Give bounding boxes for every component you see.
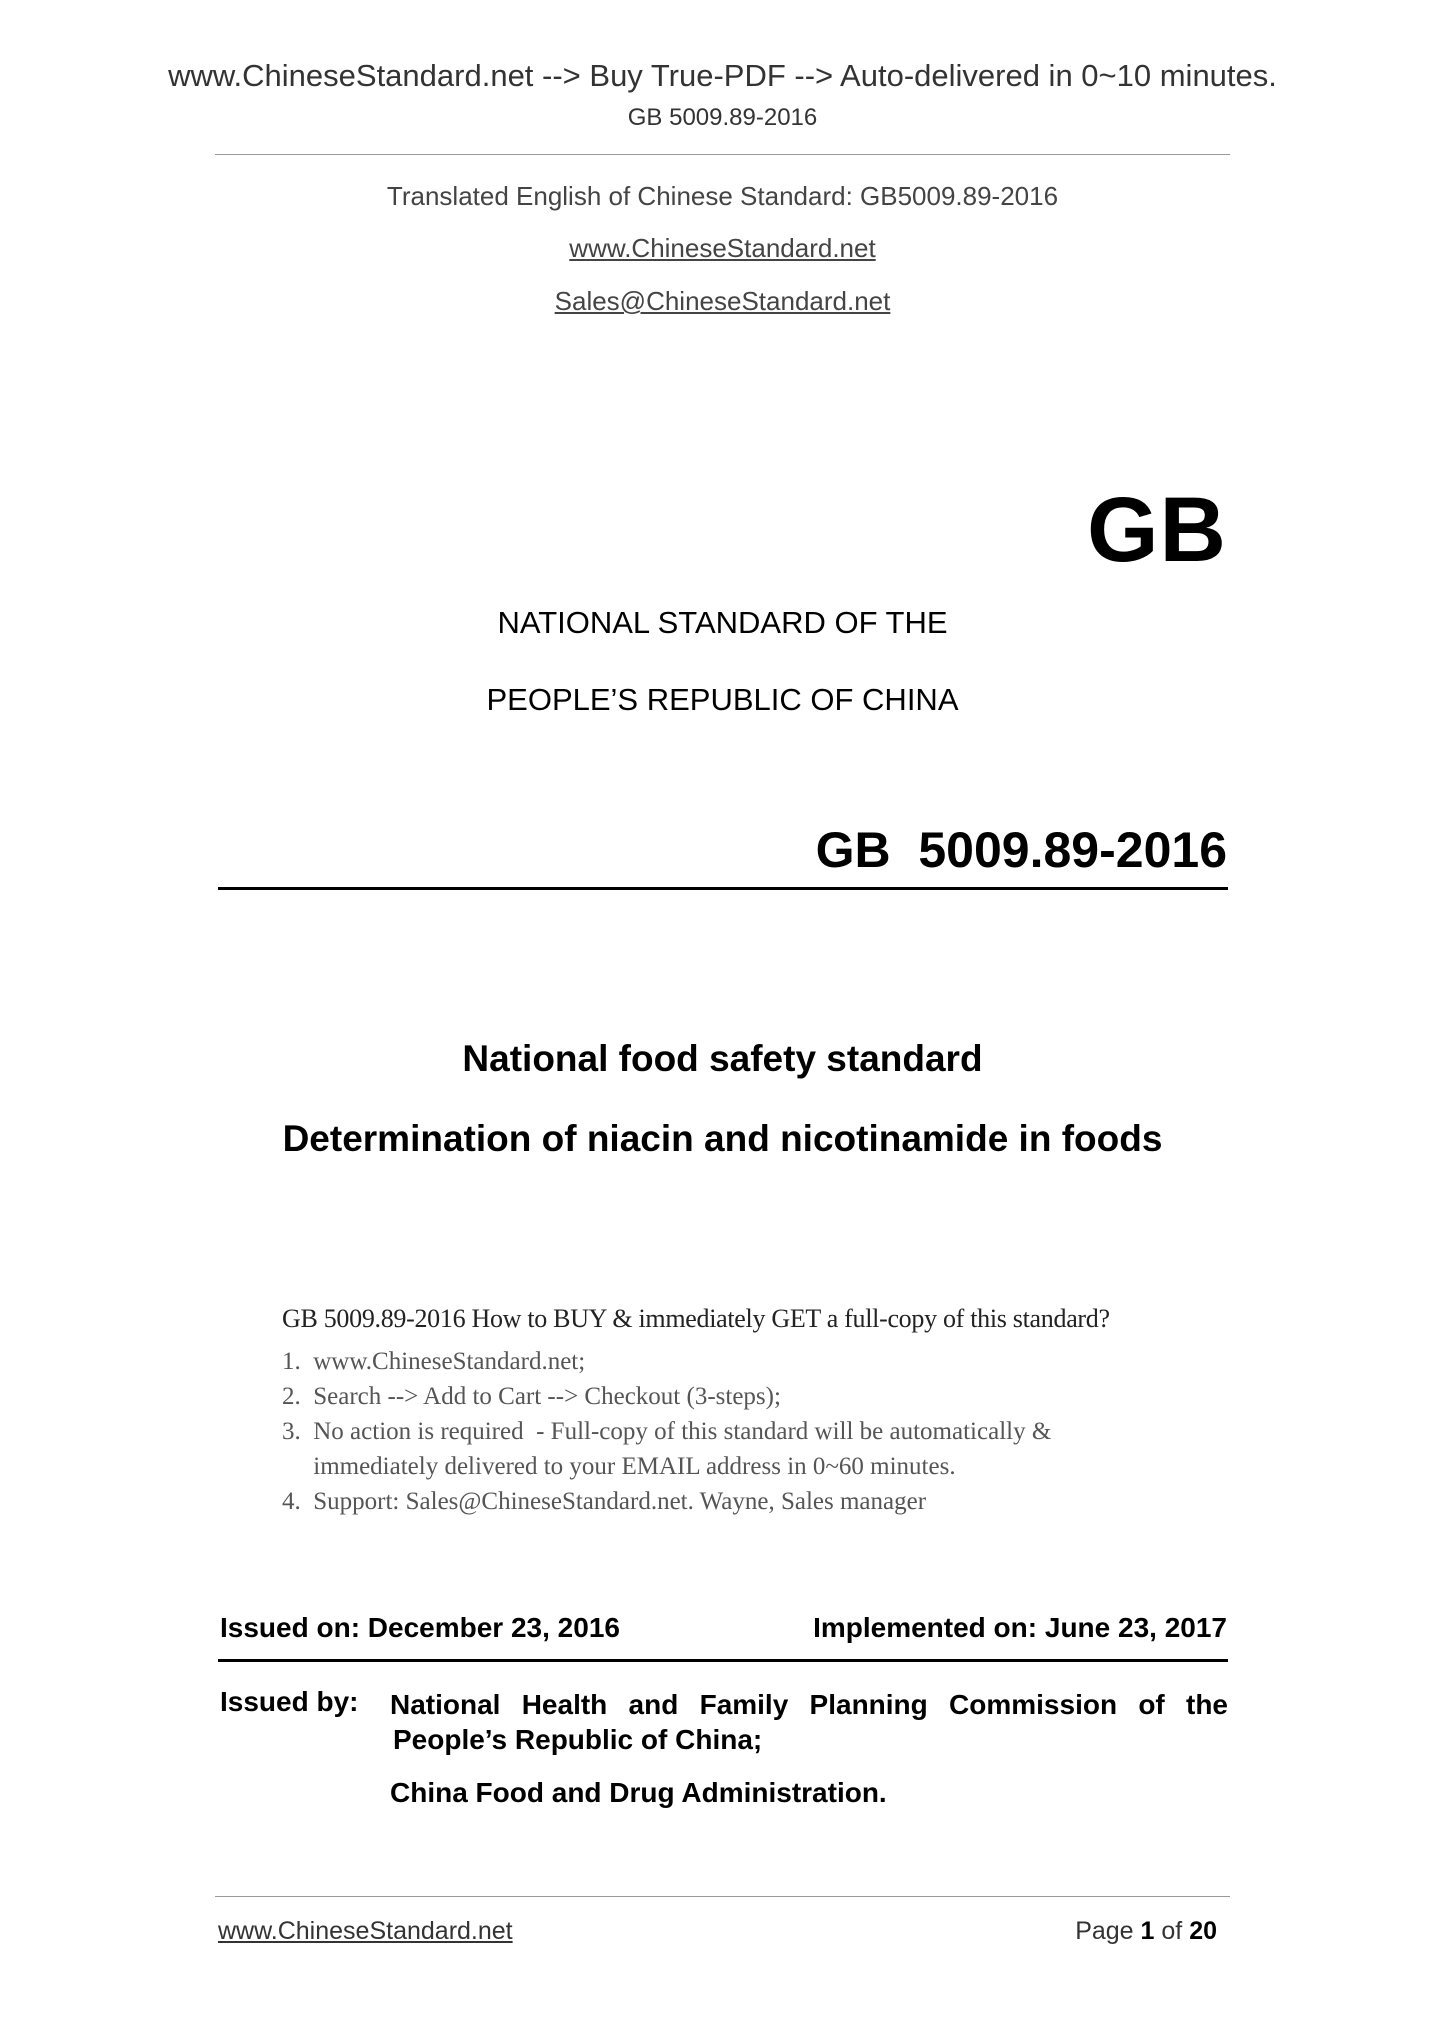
header-doc-code: GB 5009.89-2016 [627, 104, 818, 131]
site-link-container [0, 233, 1445, 264]
title-line2: Determination of niacin and nicotinamide in foods [282, 1118, 1163, 1159]
page-indicator [1075, 1917, 1217, 1946]
buy-step: 2. Search --> Add to Cart --> Checkout (3-steps); [282, 1383, 781, 1410]
national-standard-line1: NATIONAL STANDARD OF THE [497, 605, 948, 640]
buy-step: 3. No action is required - Full-copy of this standard will be automatically & [282, 1418, 1052, 1445]
standard-number: GB 5009.89-2016 [815, 822, 1227, 878]
page-current: 1 [1140, 1917, 1155, 1945]
sales-email-link[interactable]: Sales@ChineseStandard.net [554, 286, 891, 316]
national-standard-line2: PEOPLE’S REPUBLIC OF CHINA [486, 682, 959, 717]
buy-info-heading: GB 5009.89-2016 How to BUY & immediately GET a full-copy of this standard? [282, 1304, 1110, 1333]
sales-email-container [0, 286, 1445, 317]
issued-by-label: Issued by: [220, 1686, 359, 1717]
buy-step: 1. www.ChineseStandard.net; [282, 1348, 586, 1375]
issued-by-line3: China Food and Drug Administration. [390, 1777, 887, 1808]
issued-by-line1: National Health and Family Planning Commission of the [390, 1689, 1228, 1720]
gb-logo: GB [1087, 479, 1227, 581]
issued-on: Issued on: December 23, 2016 [220, 1612, 620, 1643]
footer-divider [215, 1896, 1230, 1897]
footer-site-link[interactable]: www.ChineseStandard.net [218, 1917, 513, 1945]
issued-by-line2: People’s Republic of China; [393, 1724, 763, 1755]
page-mid: of [1154, 1917, 1190, 1945]
page-total: 20 [1189, 1917, 1217, 1945]
header-banner: www.ChineseStandard.net --> Buy True-PDF --> Auto-delivered in 0~10 minutes. [168, 58, 1277, 93]
header-divider [215, 154, 1230, 155]
page-prefix: Page [1075, 1917, 1141, 1945]
buy-step: 4. Support: Sales@ChineseStandard.net. Wayne, Sales manager [282, 1488, 927, 1515]
translation-note: Translated English of Chinese Standard: GB5009.89-2016 [386, 181, 1059, 211]
title-line1: National food safety standard [462, 1038, 983, 1079]
buy-step: immediately delivered to your EMAIL address in 0~60 minutes. [282, 1453, 956, 1480]
standard-number-rule [218, 887, 1228, 890]
buy-info-block [282, 1304, 1202, 1519]
implemented-on: Implemented on: June 23, 2017 [813, 1612, 1227, 1643]
site-link[interactable]: www.ChineseStandard.net [569, 233, 876, 263]
issuance-rule [218, 1659, 1228, 1662]
